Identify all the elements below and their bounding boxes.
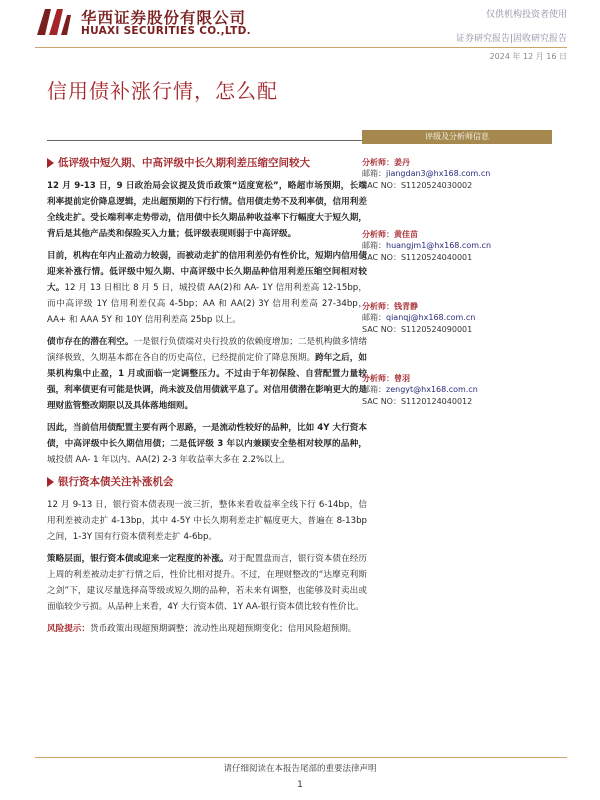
analyst-name: 分析师：姜丹: [362, 158, 410, 167]
analyst-card: [362, 229, 552, 264]
paragraph-risk-warning: [47, 621, 367, 637]
main-content: [47, 155, 367, 643]
analyst-email[interactable]: zengyt@hx168.com.cn: [386, 385, 478, 394]
email-label: 邮箱：: [362, 385, 386, 394]
paragraph-risks: [47, 334, 367, 414]
paragraph-bold-lead: 策略层面，银行资本债或迎来一定程度的补涨。: [47, 554, 229, 564]
paragraph-body: 对于配置盘而言，银行资本债在经历上周的利差被动走扩行情之后，性价比相对提升。不过，在理财整改的“达摩克利斯之剑”下，建议尽量选择高等级或短久期的品种，若未来有调整，也能够及时卖出或面临较少亏损。从品种上来看，4Y 大行资本债、1Y AA-银行资本债比较有性价比。: [47, 554, 367, 612]
analyst-sac-line: [362, 180, 552, 192]
legal-notice: 请仔细阅读在本报告尾部的重要法律声明: [223, 764, 377, 774]
analyst-email[interactable]: qianqj@hx168.com.cn: [386, 313, 476, 322]
paragraph-spread-compression: [47, 248, 367, 328]
sac-label: SAC NO：: [362, 253, 401, 262]
paragraph-body: 一是银行负债端对央行投放的依赖度增加；二是机构做多情绪演绎极致，久期基本都在各自的历史高位，已经提前定价了降息预期。: [47, 337, 367, 363]
section-heading-text: 银行资本债关注补涨机会: [58, 476, 174, 488]
analyst-sac-line: [362, 324, 552, 336]
paragraph-allocation: [47, 420, 367, 468]
email-label: 邮箱：: [362, 169, 386, 178]
analyst-card: [362, 157, 552, 192]
footer-divider: [35, 757, 567, 758]
section-heading-text: 低评级中短久期、中高评级中长久期利差压缩空间较大: [58, 157, 310, 169]
paragraph-bold-lead: 目前，机构在年内止盈动力较弱，而被动走扩的信用利差仍有性价比，短期内信用债迎来补涨行情。低评级中短久期、中高评级中长久期品种信用利差压缩空间相对较大。: [47, 251, 367, 293]
paragraph-bold-lead: 债市存在的潜在利空。: [47, 337, 134, 347]
section-heading-1: [47, 155, 367, 170]
main-top-divider: [47, 140, 362, 141]
analyst-sac: S1120524040001: [400, 253, 473, 262]
risk-text: 货币政策出现超预期调整；流动性出现超预期变化；信用风险超预期。: [89, 624, 357, 634]
page-number: 1: [297, 780, 303, 790]
analyst-email-line: [362, 168, 552, 180]
analyst-card: [362, 373, 552, 408]
analyst-card: [362, 301, 552, 336]
analyst-name: 分析师：曾羽: [362, 374, 410, 383]
analyst-name: 分析师：黄佳苗: [362, 230, 418, 239]
paragraph-body: 城投债 AA- 1 年以内、AA(2) 2-3 年收益率大多在 2.2%以上。: [47, 455, 290, 465]
analyst-sac-line: [362, 252, 552, 264]
analyst-sac: S1120524030002: [400, 181, 473, 190]
risk-label: 风险提示：: [47, 624, 90, 634]
email-label: 邮箱：: [362, 241, 386, 250]
triangle-bullet-icon: [47, 158, 54, 168]
logo-chinese-name: 华西证券股份有限公司: [81, 9, 247, 27]
sac-label: SAC NO：: [362, 397, 401, 406]
section-heading-2: [47, 474, 367, 489]
paragraph-market-review: 12 月 9-13 日，9 日政治局会议提及货币政策“适度宽松”，略超市场预期，长端利率提前定价降息逻辑，走出超预期的下行行情。信用债走势不及利率债，信用利差全线走扩。受长端利率走势带动，信用债中长久期品种收益率下行幅度大于短久期，背后是其他产品类和保险买入力量；低评级表现则弱于中高评级。: [47, 181, 367, 239]
analyst-sac-line: [362, 396, 552, 408]
analyst-sidebar: [362, 130, 552, 408]
analyst-email-line: [362, 384, 552, 396]
header-divider: [35, 47, 567, 48]
paragraph-body: 12 月 13 日相比 8 月 5 日，城投债 AA(2)和 AA- 1Y 信用利差高 12-15bp，而中高评级 1Y 信用利差仅高 4-5bp；AA 和 AA(2) 3Y 信用利差高 27-34bp，AA+ 和 AAA 5Y 和 10Y 信用利差高 25bp 以上。: [47, 283, 367, 325]
company-logo: [35, 5, 251, 39]
report-date: 2024 年 12 月 16 日: [489, 52, 567, 61]
analyst-email[interactable]: jiangdan3@hx168.com.cn: [386, 169, 491, 178]
sac-label: SAC NO：: [362, 325, 401, 334]
logo-english-name: HUAXI SECURITIES CO.,LTD.: [81, 25, 251, 37]
analyst-email[interactable]: huangjm1@hx168.com.cn: [386, 241, 492, 250]
email-label: 邮箱：: [362, 313, 386, 322]
triangle-bullet-icon: [47, 477, 54, 487]
paragraph-bold-tail: 跨年之后，如果机构集中止盈，1 月或面临一定调整压力。不过由于年初保险、自营配置力量较强，利率债更有可能是快调，尚未波及信用债就平息了。对信用债潜在影响更大的是理财监管整改期限以及具体落地细则。: [47, 353, 367, 411]
analyst-email-line: [362, 312, 552, 324]
report-type: 证券研究报告|固收研究报告: [455, 34, 567, 44]
analyst-sac: S1120124040012: [400, 397, 473, 406]
paragraph-bold-lead: 因此，当前信用债配置主要有两个思路，一是流动性较好的品种，比如 4Y 大行资本债，中高评级中长久期信用债；二是低评级 3 年以内兼顾安全垫相对较厚的品种，: [47, 423, 367, 449]
analyst-name: 分析师：钱青静: [362, 302, 418, 311]
paragraph-strategy: [47, 551, 367, 615]
audience-note: 仅供机构投资者使用: [485, 10, 567, 20]
sac-label: SAC NO：: [362, 181, 401, 190]
analyst-sac: S1120524090001: [400, 325, 473, 334]
huaxi-logo-icon: [35, 5, 73, 37]
sidebar-title: 评级及分析师信息: [362, 130, 552, 144]
paragraph-bank-capital-review: 12 月 9-13 日，银行资本债表现一波三折，整体来看收益率全线下行 6-14bp，信用利差被动走扩 4-13bp，其中 4-5Y 中长久期利差走扩幅度更大，普遍在 8-13bp 之间，1-3Y 国有行资本债利差走扩 4-6bp。: [47, 500, 367, 542]
report-title: 信用债补涨行情，怎么配: [47, 79, 278, 103]
analyst-email-line: [362, 240, 552, 252]
